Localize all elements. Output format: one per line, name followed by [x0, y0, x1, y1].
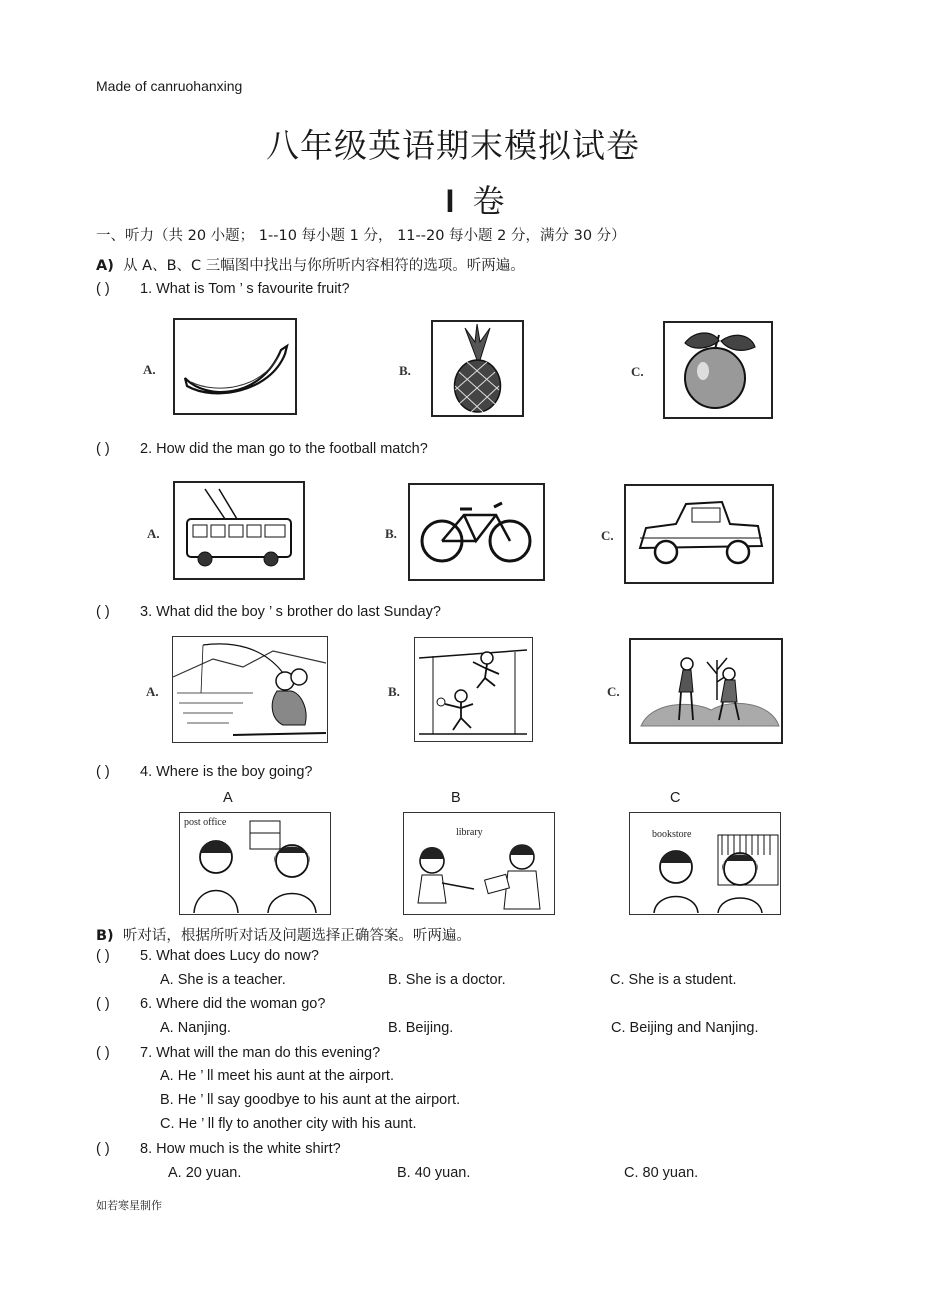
bicycle-picture[interactable] — [408, 483, 545, 581]
question-2 — [96, 441, 428, 457]
part-a-text: 从 A、B、C 三幅图中找出与你所听内容相符的选项。听两遍。 — [123, 258, 525, 274]
question-text: 3. What did the boy ’ s brother do last Sunday? — [140, 604, 441, 620]
part-a-label: A) — [96, 258, 114, 274]
tree-planting-picture[interactable] — [629, 638, 783, 744]
trolleybus-icon — [175, 483, 303, 578]
question-text: 1. What is Tom ’ s favourite fruit? — [140, 281, 350, 297]
car-picture[interactable] — [624, 484, 774, 584]
answer-blank[interactable]: ( ) — [96, 996, 110, 1012]
volume-title — [0, 176, 950, 222]
fishing-scene-icon — [173, 637, 326, 741]
answer-blank[interactable]: ( ) — [96, 764, 110, 780]
option-a[interactable]: A. 20 yuan. — [168, 1165, 242, 1181]
option-label-c: C — [670, 790, 681, 806]
question-text: 8. How much is the white shirt? — [140, 1141, 341, 1157]
kids-library-icon — [404, 813, 554, 913]
post-office-picture[interactable] — [179, 812, 331, 915]
bicycle-icon — [410, 485, 543, 579]
option-label-a: A — [223, 790, 233, 806]
question-5 — [96, 948, 319, 964]
option-label-a: A. — [147, 526, 160, 541]
pineapple-picture[interactable] — [431, 320, 524, 417]
part-b-instructions — [96, 924, 471, 945]
question-8 — [96, 1141, 341, 1157]
option-c[interactable]: C. Beijing and Nanjing. — [611, 1020, 759, 1036]
page-header: Made of canruohanxing — [96, 78, 243, 94]
part-a-instructions — [96, 254, 525, 275]
car-icon — [626, 486, 772, 582]
badminton-scene-icon — [415, 638, 531, 740]
option-c[interactable]: C. 80 yuan. — [624, 1165, 699, 1181]
volume-label: 卷 — [472, 182, 505, 220]
library-picture[interactable] — [403, 812, 555, 915]
library-sign: library — [456, 827, 483, 838]
question-4 — [96, 764, 313, 780]
kids-post-office-icon — [180, 813, 330, 913]
option-label-b: B — [451, 790, 461, 806]
option-label-b: B. — [388, 684, 400, 699]
option-b[interactable]: B. Beijing. — [388, 1020, 454, 1036]
question-1 — [96, 281, 350, 297]
option-a[interactable]: A. She is a teacher. — [160, 972, 286, 988]
pineapple-icon — [433, 322, 522, 415]
question-7 — [96, 1045, 380, 1061]
question-3 — [96, 604, 441, 620]
option-label-c: C. — [631, 364, 644, 379]
option-label-c: C. — [601, 528, 614, 543]
answer-blank[interactable]: ( ) — [96, 604, 110, 620]
section-listening-heading: 一、听力（共 20 小题； 1--10 每小题 1 分， 11--20 每小题 2 分，满分 30 分） — [96, 228, 626, 244]
volume-numeral: I — [445, 183, 455, 219]
question-6 — [96, 996, 325, 1012]
answer-blank[interactable]: ( ) — [96, 441, 110, 457]
option-label-b: B. — [399, 363, 411, 378]
fishing-picture[interactable] — [172, 636, 328, 743]
bookstore-picture[interactable] — [629, 812, 781, 915]
question-text: 6. Where did the woman go? — [140, 996, 326, 1012]
exam-title: 八年级英语期末模拟试卷 — [266, 126, 640, 165]
answer-blank[interactable]: ( ) — [96, 281, 110, 297]
option-b[interactable]: B. She is a doctor. — [388, 972, 506, 988]
page-footer: 如若寒星制作 — [96, 1199, 162, 1212]
part-b-text: 听对话，根据所听对话及问题选择正确答案。听两遍。 — [122, 928, 471, 944]
banana-icon — [175, 320, 295, 413]
post-office-sign: post office — [184, 817, 227, 828]
kids-bookstore-icon — [630, 813, 780, 913]
option-label-a: A. — [143, 362, 156, 377]
option-b[interactable]: B. He ’ ll say goodbye to his aunt at the airport. — [160, 1092, 461, 1108]
apple-picture[interactable] — [663, 321, 773, 419]
tree-planting-scene-icon — [631, 640, 781, 742]
option-a[interactable]: A. Nanjing. — [160, 1020, 231, 1036]
option-a[interactable]: A. He ’ ll meet his aunt at the airport. — [160, 1068, 394, 1084]
option-label-c: C. — [607, 684, 620, 699]
trolleybus-picture[interactable] — [173, 481, 305, 580]
option-b[interactable]: B. 40 yuan. — [397, 1165, 471, 1181]
question-text: 2. How did the man go to the football match? — [140, 441, 428, 457]
answer-blank[interactable]: ( ) — [96, 1045, 110, 1061]
question-text: 4. Where is the boy going? — [140, 764, 313, 780]
part-b-label: B) — [96, 928, 114, 944]
bookstore-sign: bookstore — [652, 829, 692, 840]
question-text: 5. What does Lucy do now? — [140, 948, 319, 964]
option-c[interactable]: C. He ’ ll fly to another city with his aunt. — [160, 1116, 417, 1132]
question-text: 7. What will the man do this evening? — [140, 1045, 381, 1061]
option-label-a: A. — [146, 684, 159, 699]
option-c[interactable]: C. She is a student. — [610, 972, 737, 988]
answer-blank[interactable]: ( ) — [96, 948, 110, 964]
apple-icon — [665, 323, 771, 417]
banana-picture[interactable] — [173, 318, 297, 415]
option-label-b: B. — [385, 526, 397, 541]
answer-blank[interactable]: ( ) — [96, 1141, 110, 1157]
badminton-picture[interactable] — [414, 637, 533, 742]
